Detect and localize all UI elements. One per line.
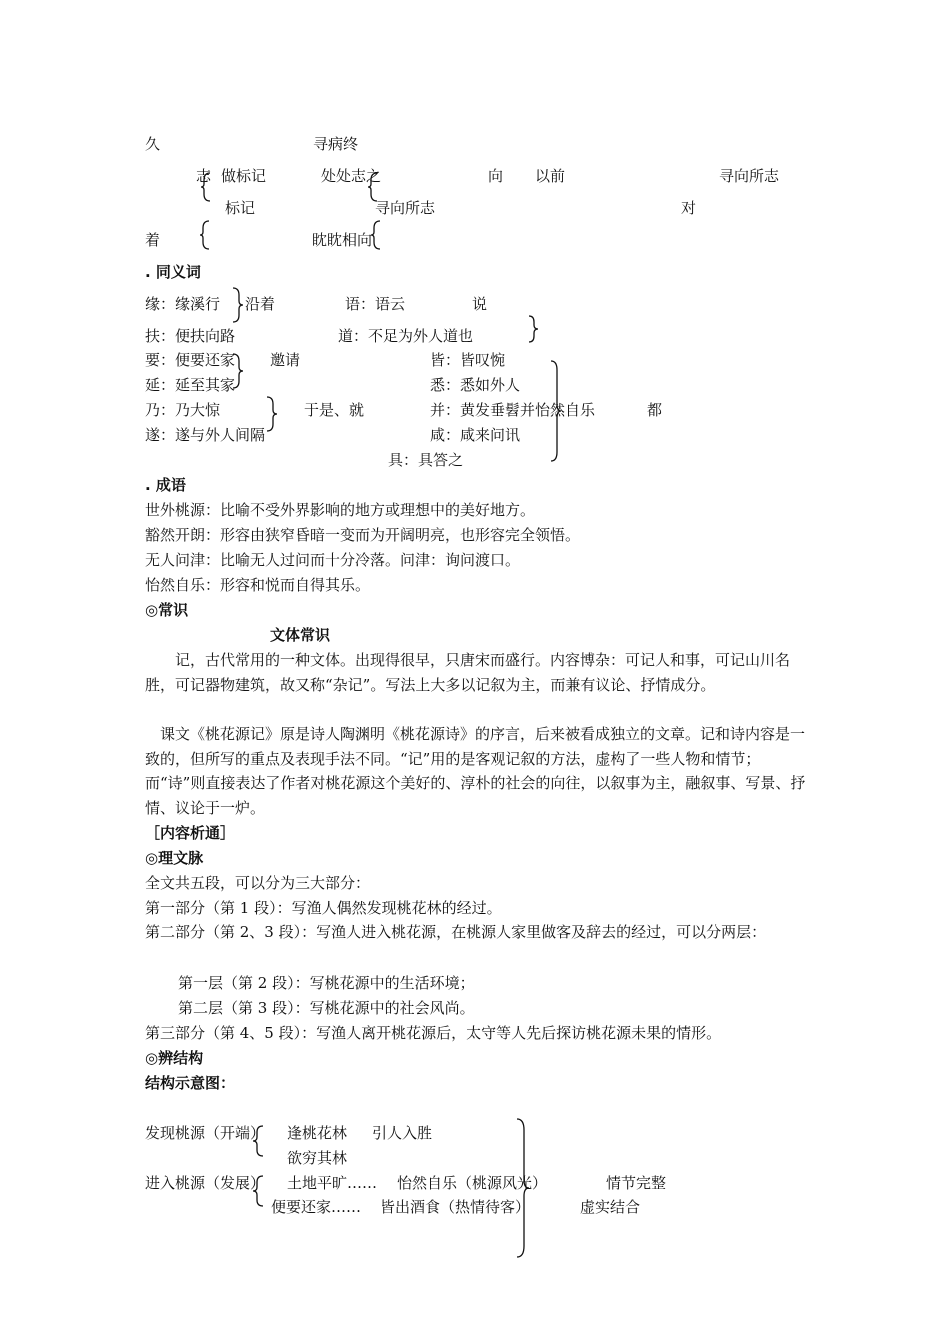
syn-xian: 咸：咸来问讯 [430,426,521,444]
brace-dou [549,360,563,462]
meaning-zuobiaoji: 做标记 [221,167,267,185]
diagram-label: 结构示意图： [145,1074,236,1092]
diagram-qingjie: 情节完整 [606,1174,667,1192]
word-jiu: 久 [145,135,161,153]
analysis-sub-liwenmai: ◎理文脉 [145,849,204,867]
analysis-layer-1: 第一层（第 2 段）：写桃花源中的生活环境； [178,974,475,992]
syn-shuo: 说 [472,295,488,313]
brace-yao-yan [231,353,245,389]
meaning-dui: 对 [681,199,697,217]
example-xunbingzhong: 寻病终 [313,135,359,153]
example-chuchuzhizhi: 处处志之 [321,167,382,185]
example-xunxiang-a: 寻向所志 [719,167,780,185]
syn-sui: 遂：遂与外人间隔 [145,426,266,444]
syn-dou: 都 [647,401,663,419]
word-zhe: 着 [145,231,161,249]
syn-yaoqing: 邀请 [270,351,301,369]
idiom-item: 无人问津：比喻无人过问而十分冷落。问津：询问渡口。 [145,551,521,569]
brace-nai-sui [265,396,279,432]
synonyms-title: . 同义词 [145,263,201,281]
diagram-tudi: 土地平旷…… [287,1174,378,1192]
idioms-title: . 成语 [145,476,186,494]
brace-yuan [231,287,245,323]
analysis-title: ［内容析通］ [145,824,236,842]
brace-faxian [252,1125,266,1157]
knowledge-paragraph-2: 课文《桃花源记》原是诗人陶渊明《桃花源诗》的序言，后来被看成独立的文章。记和诗内容是一致的，但所写的重点及表现手法不同。“记”用的是客观记叙的方法，虚构了一些人物和情节；而“诗”则直接表达了作者对桃花源这个美好的、淳朴的社会的向往，以叙事为主，融叙事、写景、抒情、议论于一炉。 [145,725,806,817]
diagram-faxian: 发现桃源（开端） [145,1124,266,1142]
syn-yushi: 于是、就 [304,401,365,419]
brace-yu-dao [527,315,539,343]
analysis-intro: 全文共五段，可以分为三大部分： [145,874,371,892]
diagram-yinren: 引人入胜 [372,1124,433,1142]
meaning-yiqian: 以前 [535,167,566,185]
syn-yuan: 缘：缘溪行 [145,295,221,313]
syn-yan: 延：延至其家 [145,376,236,394]
analysis-part-3: 第三部分（第 4、5 段）：写渔人离开桃花源后，太守等人先后探访桃花源未果的情形。 [145,1024,722,1042]
syn-yu: 语：语云 [345,295,406,313]
syn-yanzhe: 沿着 [245,295,276,313]
diagram-yuqiong: 欲穷其林 [287,1149,348,1167]
brace-structure-right [515,1118,531,1258]
syn-jie: 皆：皆叹惋 [430,351,506,369]
diagram-bianyao: 便要还家…… [271,1198,362,1216]
diagram-feng: 逢桃花林 [287,1124,348,1142]
syn-bing: 并：黄发垂髫并怡然自乐 [430,401,596,419]
example-dandan: 眈眈相向 [312,231,373,249]
brace-xiang-example [370,220,382,250]
syn-nai: 乃：乃大惊 [145,401,221,419]
meaning-biaoji: 标记 [225,199,256,217]
idiom-item: 怡然自乐：形容和悦而自得其乐。 [145,576,371,594]
brace-jinru [252,1175,266,1207]
analysis-layer-2: 第二层（第 3 段）：写桃花源中的社会风尚。 [178,999,475,1017]
diagram-jinru: 进入桃源（发展） [145,1174,266,1192]
analysis-sub-bianjiegou: ◎辨结构 [145,1049,204,1067]
syn-dao: 道：不足为外人道也 [338,327,474,345]
syn-xi: 悉：悉如外人 [430,376,521,394]
knowledge-subtitle: 文体常识 [270,626,331,644]
brace-xiang [199,220,213,250]
brace-zhi-example [367,172,381,202]
word-xiang: 向 [488,167,504,185]
syn-yao: 要：便要还家 [145,351,236,369]
syn-fu: 扶：便扶向路 [145,327,236,345]
diagram-xushi: 虚实结合 [580,1198,641,1216]
analysis-part-2: 第二部分（第 2、3 段）：写渔人进入桃花源，在桃源人家里做客及辞去的经过，可以分两层： [145,923,767,941]
syn-ju: 具：具答之 [388,451,464,469]
brace-zhi [200,172,214,202]
knowledge-paragraph-1: 记，古代常用的一种文体。出现得很早，只唐宋而盛行。内容博杂：可记人和事，可记山川名胜，可记器物建筑，故又称“杂记”。写法上大多以记叙为主，而兼有议论、抒情成分。 [145,651,791,694]
diagram-yiran: 怡然自乐（桃源风光） [397,1174,548,1192]
analysis-part-1: 第一部分（第 1 段）：写渔人偶然发现桃花林的经过。 [145,899,502,917]
example-xunxiang-b: 寻向所志 [375,199,436,217]
diagram-jiechu: 皆出酒食（热情待客） [380,1198,531,1216]
idiom-item: 豁然开朗：形容由狭窄昏暗一变而为开阔明亮，也形容完全领悟。 [145,526,581,544]
knowledge-title: ◎常识 [145,601,189,619]
idiom-item: 世外桃源：比喻不受外界影响的地方或理想中的美好地方。 [145,501,536,519]
word-zhi: 志 [196,167,212,185]
